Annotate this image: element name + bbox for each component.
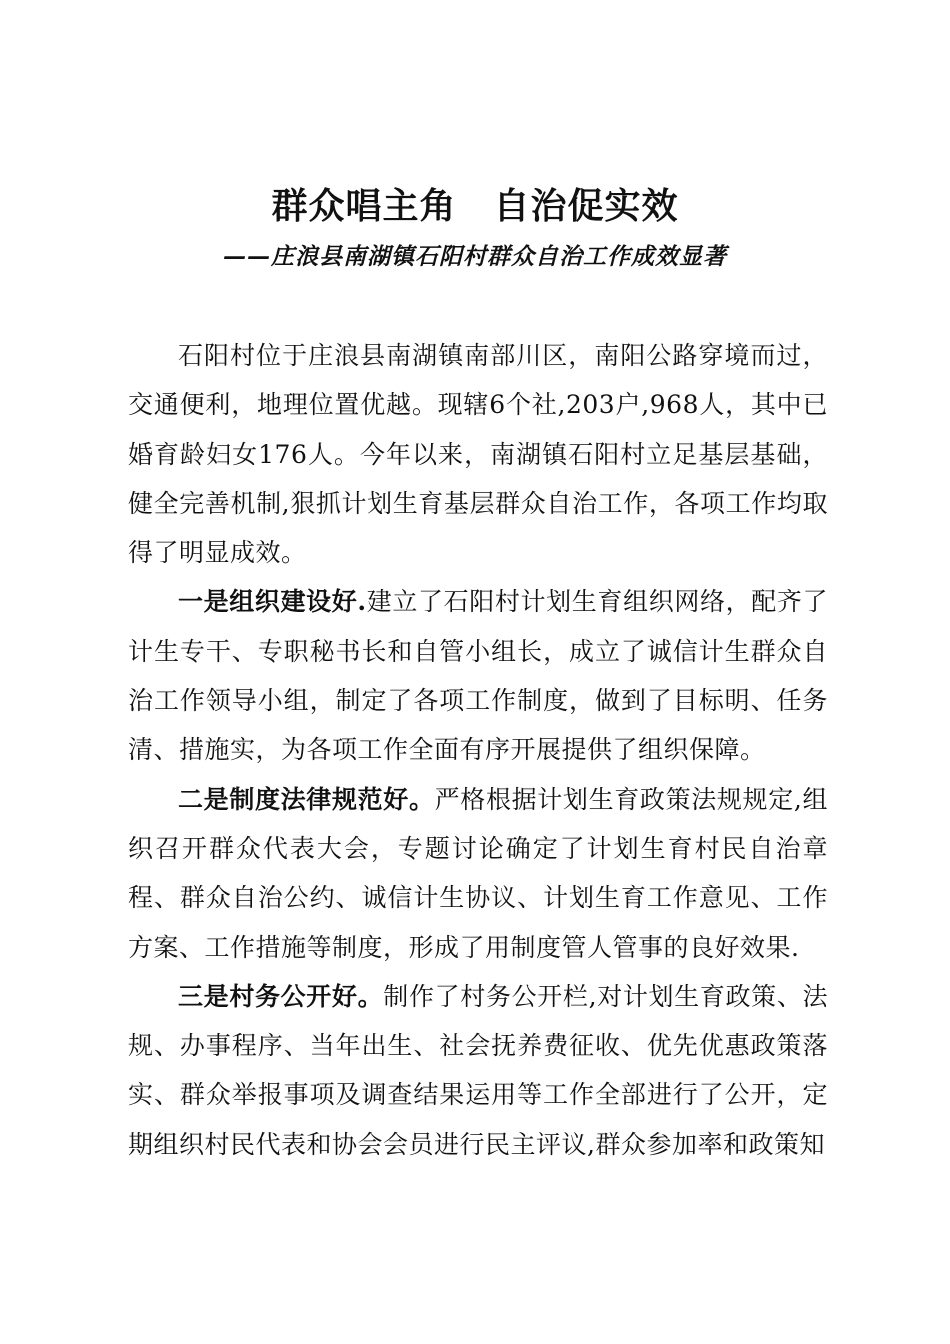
paragraph-organization: [128, 577, 828, 774]
paragraph-text: 严格根据计划生育政策法规规定,组织召开群众代表大会，专题讨论确定了计划生育村民自治章程、群众自治公约、诚信计生协议、计划生育工作意见、工作方案、工作措施等制度，形成了用制度管人管事的良好效果.: [128, 784, 828, 962]
paragraph-text: 石阳村位于庄浪县南湖镇南部川区，南阳公路穿境而过，交通便利，地理位置优越。现辖6个社,203户,968人，其中已婚育龄妇女176人。今年以来，南湖镇石阳村立足基层基础，健全完善机制,狠抓计划生育基层群众自治工作，各项工作均取得了明显成效。: [128, 341, 828, 568]
paragraph-disclosure: [128, 972, 828, 1169]
paragraph-lead: 二是制度法律规范好。: [178, 784, 435, 814]
document-title: 群众唱主角 自治促实效: [271, 185, 679, 227]
document-subtitle: ——庄浪县南湖镇石阳村群众自治工作成效显著: [223, 243, 727, 270]
paragraph-lead: 三是村务公开好。: [178, 981, 384, 1011]
paragraph-lead: 一是组织建设好.: [178, 587, 367, 617]
paragraph-text: 制作了村务公开栏,对计划生育政策、法规、办事程序、当年出生、社会抚养费征收、优先优惠政策落实、群众举报事项及调查结果运用等工作全部进行了公开，定期组织村民代表和协会会员进行民主评议,群众参加率和政策知: [128, 981, 828, 1159]
document-body: [128, 331, 828, 1169]
paragraph-text: 建立了石阳村计划生育组织网络，配齐了计生专干、专职秘书长和自管小组长，成立了诚信计生群众自治工作领导小组，制定了各项工作制度，做到了目标明、任务清、措施实，为各项工作全面有序开展提供了组织保障。: [128, 587, 828, 765]
paragraph-intro: [128, 331, 828, 577]
paragraph-regulation: [128, 775, 828, 972]
